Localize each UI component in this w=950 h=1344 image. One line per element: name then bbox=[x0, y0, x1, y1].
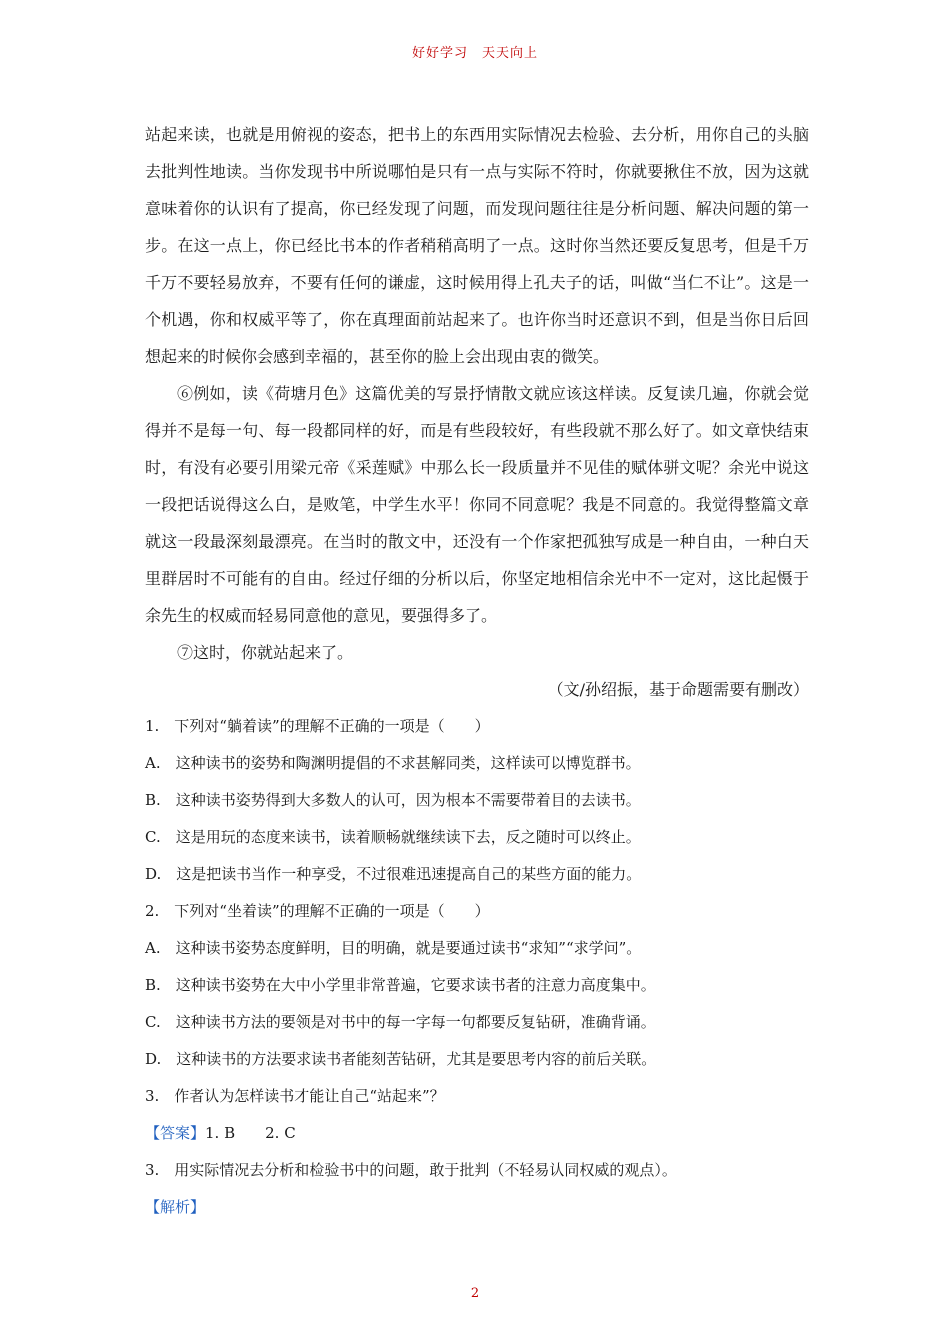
article-paragraph-6: ⑥例如，读《荷塘月色》这篇优美的写景抒情散文就应该这样读。反复读几遍，你就会觉得并不是每一句、每一段都同样的好，而是有些段较好，有些段就不那么好了。如文章快结束时，有没有必要引用梁元帝《采莲赋》中那么长一段质量并不见佳的赋体骈文呢？余光中说这一段把话说得这么白，是败笔，中学生水平！你同不同意呢？我是不同意的。我觉得整篇文章就这一段最深刻最漂亮。在当时的散文中，还没有一个作家把孤独写成是一种自由，一种白天里群居时不可能有的自由。经过仔细的分析以后，你坚定地相信余光中不一定对，这比起慑于余先生的权威而轻易同意他的意见，要强得多了。 bbox=[145, 384, 809, 625]
page-number: 2 bbox=[470, 1286, 480, 1301]
question-option: A. 这种读书姿势态度鲜明，目的明确，就是要通过读书“求知”“求学问”。 bbox=[145, 939, 642, 957]
analysis-tag: 【解析】 bbox=[145, 1198, 206, 1216]
answer-line-2: 3. 用实际情况去分析和检验书中的问题，敢于批判（不轻易认同权威的观点）。 bbox=[145, 1161, 677, 1179]
question-2 bbox=[145, 893, 809, 1078]
question-option: B. 这种读书姿势得到大多数人的认可，因为根本不需要带着目的去读书。 bbox=[145, 791, 641, 809]
question-3 bbox=[145, 1078, 809, 1115]
document-body bbox=[145, 116, 809, 1226]
question-option: C. 这是用玩的态度来读书，读着顺畅就继续读下去，反之随时可以终止。 bbox=[145, 828, 641, 846]
answer-line-1 bbox=[145, 1115, 809, 1152]
article-paragraph-7: ⑦这时，你就站起来了。 bbox=[177, 643, 354, 662]
answer-text: 1. B 2. C bbox=[205, 1124, 296, 1142]
article-paragraph-1: 站起来读，也就是用俯视的姿态，把书上的东西用实际情况去检验、去分析，用你自己的头脑去批判性地读。当你发现书中所说哪怕是只有一点与实际不符时，你就要揪住不放，因为这就意味着你的认识有了提高，你已经发现了问题，而发现问题往往是分析问题、解决问题的第一步。在这一点上，你已经比书本的作者稍稍高明了一点。这时你当然还要反复思考，但是千万千万不要轻易放弃，不要有任何的谦虚，这时候用得上孔夫子的话，叫做“当仁不让”。这是一个机遇，你和权威平等了，你在真理面前站起来了。也许你当时还意识不到，但是当你日后回想起来的时候你会感到幸福的，甚至你的脸上会出现由衷的微笑。 bbox=[145, 125, 809, 366]
question-stem: 1. 下列对“躺着读”的理解不正确的一项是（ ） bbox=[145, 717, 490, 735]
question-option: D. 这是把读书当作一种享受，不过很难迅速提高自己的某些方面的能力。 bbox=[145, 865, 642, 883]
question-stem: 3. 作者认为怎样读书才能让自己“站起来”？ bbox=[145, 1087, 445, 1105]
question-stem: 2. 下列对“坐着读”的理解不正确的一项是（ ） bbox=[145, 902, 490, 920]
question-option: A. 这种读书的姿势和陶渊明提倡的不求甚解同类，这样读可以博览群书。 bbox=[145, 754, 641, 772]
question-option: D. 这种读书的方法要求读书者能刻苦钻研，尤其是要思考内容的前后关联。 bbox=[145, 1050, 657, 1068]
answer-tag: 【答案】 bbox=[145, 1124, 206, 1142]
analysis-line bbox=[145, 1189, 809, 1226]
article-source: （文/孙绍振，基于命题需要有删改） bbox=[547, 680, 809, 699]
question-1 bbox=[145, 708, 809, 893]
question-option: B. 这种读书姿势在大中小学里非常普遍，它要求读书者的注意力高度集中。 bbox=[145, 976, 656, 994]
question-option: C. 这种读书方法的要领是对书中的每一字每一句都要反复钻研，准确背诵。 bbox=[145, 1013, 656, 1031]
page-header: 好好学习 天天向上 bbox=[411, 46, 538, 61]
